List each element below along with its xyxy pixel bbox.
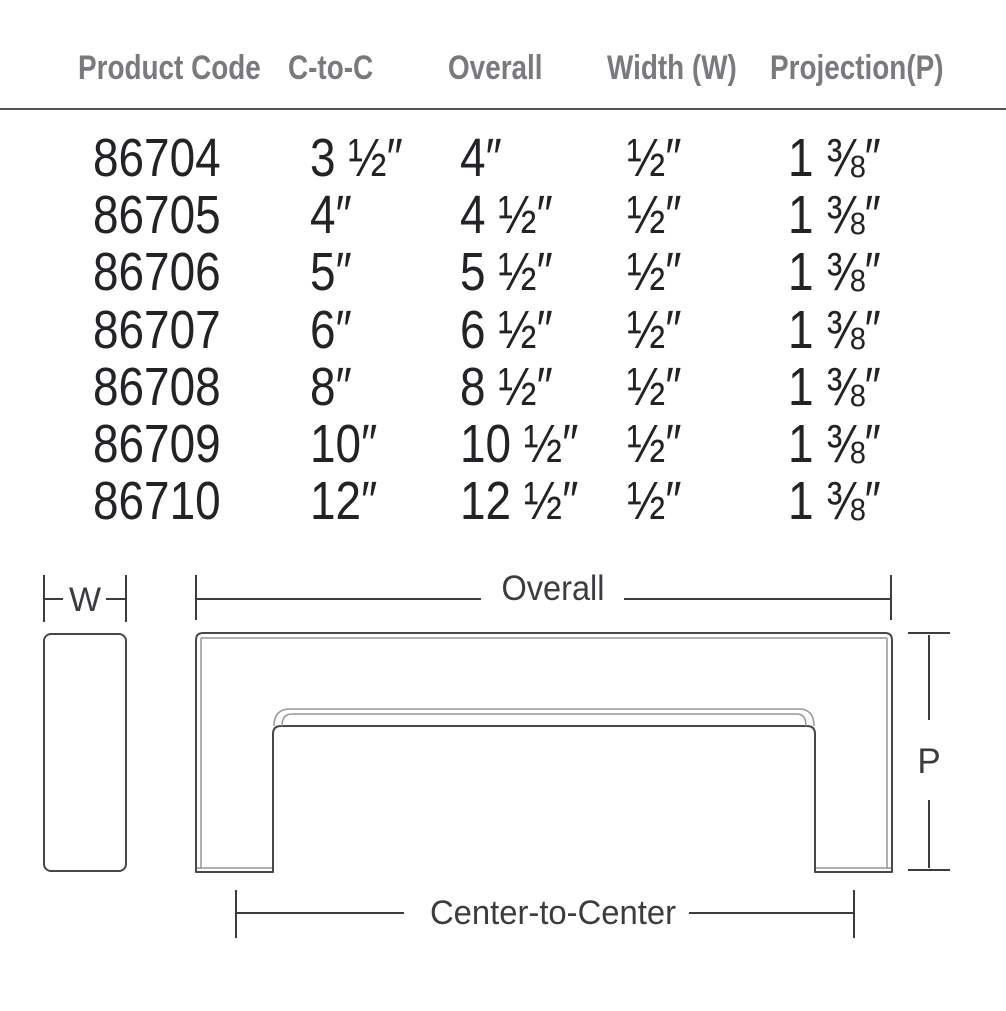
c-to-c-cell: 10″ <box>310 414 378 474</box>
width-cell: ½″ <box>627 185 682 245</box>
c-to-c-cell: 5″ <box>310 242 352 302</box>
pull-front-view-outline <box>196 633 892 872</box>
overall-cell: 5 ½″ <box>460 242 553 302</box>
projection-cell: 1 ⅜″ <box>788 300 881 360</box>
column-header: C-to-C <box>288 49 374 87</box>
overall-cell: 6 ½″ <box>460 300 553 360</box>
width-cell: ½″ <box>627 300 682 360</box>
overall-cell: 4″ <box>460 128 502 188</box>
overall-cell: 8 ½″ <box>460 357 553 417</box>
overall-dimension-label: Overall <box>501 569 605 608</box>
header-divider-rule <box>0 108 1006 110</box>
width-cell: ½″ <box>627 128 682 188</box>
projection-cell: 1 ⅜″ <box>788 242 881 302</box>
product-code-cell: 86704 <box>93 128 221 188</box>
width-cell: ½″ <box>627 414 682 474</box>
overall-cell: 10 ½″ <box>460 414 579 474</box>
projection-cell: 1 ⅜″ <box>788 128 881 188</box>
projection-cell: 1 ⅜″ <box>788 414 881 474</box>
product-code-cell: 86707 <box>93 300 221 360</box>
column-header: Overall <box>448 49 543 87</box>
overall-cell: 12 ½″ <box>460 471 579 531</box>
product-code-cell: 86709 <box>93 414 221 474</box>
width-cell: ½″ <box>627 471 682 531</box>
c-to-c-cell: 4″ <box>310 185 352 245</box>
width-cell: ½″ <box>627 242 682 302</box>
product-code-cell: 86705 <box>93 185 221 245</box>
projection-dimension-label: P <box>917 742 941 781</box>
width-cell: ½″ <box>627 357 682 417</box>
c-to-c-cell: 3 ½″ <box>310 128 403 188</box>
width-dimension-label: W <box>68 581 102 619</box>
pull-side-view <box>44 634 126 871</box>
projection-cell: 1 ⅜″ <box>788 471 881 531</box>
product-code-cell: 86710 <box>93 471 221 531</box>
dimension-diagram <box>0 540 1006 1006</box>
c-to-c-cell: 12″ <box>310 471 378 531</box>
projection-cell: 1 ⅜″ <box>788 357 881 417</box>
column-header: Width (W) <box>607 49 737 87</box>
product-code-cell: 86708 <box>93 357 221 417</box>
projection-cell: 1 ⅜″ <box>788 185 881 245</box>
overall-cell: 4 ½″ <box>460 185 553 245</box>
c-to-c-cell: 8″ <box>310 357 352 417</box>
center-to-center-dimension-label: Center-to-Center <box>430 894 676 932</box>
column-header: Projection(P) <box>770 49 944 87</box>
product-code-cell: 86706 <box>93 242 221 302</box>
c-to-c-cell: 6″ <box>310 300 352 360</box>
column-header: Product Code <box>78 49 261 87</box>
